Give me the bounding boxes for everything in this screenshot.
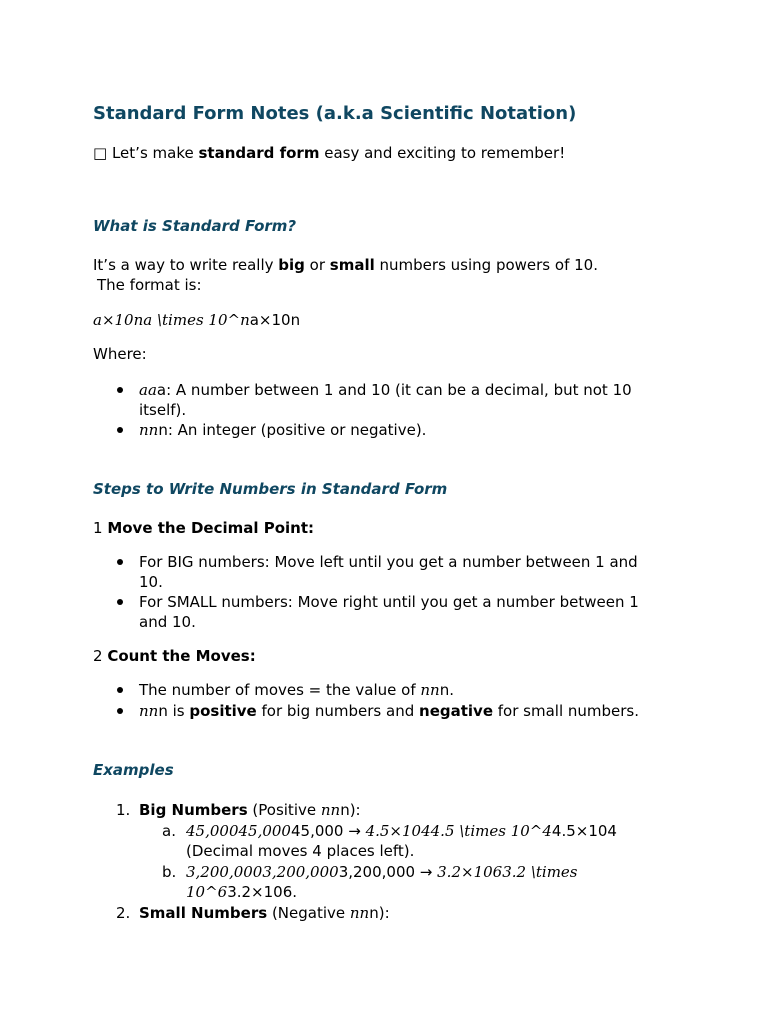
section-heading-what-is: What is Standard Form? <box>93 217 297 235</box>
text: (Negative <box>267 904 350 922</box>
example-label: Small Numbers <box>139 904 268 922</box>
text: n is <box>158 702 190 720</box>
text: n. <box>439 681 454 699</box>
formula-latex: a×10na \times 10^n <box>93 311 250 329</box>
bullet-icon <box>117 708 123 714</box>
bullet-icon <box>117 599 123 605</box>
example1a-note: (Decimal moves 4 places left). <box>186 842 415 860</box>
intro-bold: standard form <box>198 144 320 162</box>
example2-number: 2. <box>116 904 131 922</box>
bullet-icon <box>117 559 123 565</box>
math-latex: 10^6 <box>186 883 228 901</box>
example-label: Big Numbers <box>139 801 248 819</box>
page-title: Standard Form Notes (a.k.a Scientific Notation) <box>93 103 577 124</box>
text: (Positive <box>247 801 321 819</box>
text: for big numbers and <box>256 702 420 720</box>
example1-line <box>139 800 361 820</box>
text: 3.2×106. <box>227 883 298 901</box>
text: 3,200,000 → <box>338 863 438 881</box>
list-item-text: n: An integer (positive or negative). <box>158 421 427 439</box>
math-latex: 3.2×1063.2 \times <box>437 863 578 881</box>
text: The number of moves = the value of <box>139 681 421 699</box>
section-heading-examples: Examples <box>93 761 174 779</box>
example1a-line <box>186 821 617 841</box>
text: It’s a way to write really <box>93 256 279 274</box>
step-number: 2 <box>93 647 108 665</box>
list-item-n <box>139 420 426 440</box>
formula-plain: a×10n <box>249 311 301 329</box>
intro-text-post: easy and exciting to remember! <box>319 144 566 162</box>
text: for small numbers. <box>493 702 640 720</box>
example1b-line <box>186 862 578 882</box>
text: n): <box>340 801 361 819</box>
formula-line <box>93 310 300 330</box>
bullet-icon <box>117 687 123 693</box>
text: 45,000 → <box>290 822 366 840</box>
bold-positive: positive <box>189 702 257 720</box>
section-heading-steps: Steps to Write Numbers in Standard Form <box>93 480 448 498</box>
sec1-line2: The format is: <box>97 276 202 294</box>
math-latex: 45,00045,000 <box>186 822 291 840</box>
var-n: nn <box>420 681 440 699</box>
var-n: nn <box>320 801 341 819</box>
intro-text-pre: Let’s make <box>111 144 199 162</box>
step2-bullet-2 <box>139 701 639 721</box>
bold-negative: negative <box>419 702 493 720</box>
placeholder-glyph-icon: □ <box>93 144 108 162</box>
step-number: 1 <box>93 519 108 537</box>
example1b-letter: b. <box>162 863 177 881</box>
text: 4.5×104 <box>551 822 617 840</box>
intro-line <box>93 143 565 163</box>
var-n: nn <box>139 421 159 439</box>
step2-bullet-1 <box>139 680 454 700</box>
var-a: aa <box>139 381 157 399</box>
step2-line <box>93 646 256 666</box>
var-n: nn <box>139 702 159 720</box>
var-n: nn <box>349 904 370 922</box>
where-label: Where: <box>93 345 147 363</box>
bullet-icon <box>117 427 123 433</box>
step1-bullet-small: For SMALL numbers: Move right until you get a number between 1 <box>139 593 639 611</box>
example1b-line2 <box>186 882 297 902</box>
text: or <box>304 256 330 274</box>
step1-bullet-big: For BIG numbers: Move left until you get a number between 1 and <box>139 553 638 571</box>
step-label: Count the Moves: <box>107 647 256 665</box>
step1-bullet-small-cont: and 10. <box>139 613 196 631</box>
bullet-icon <box>117 387 123 393</box>
list-item-a-cont: itself). <box>139 401 187 419</box>
text: numbers using powers of 10. <box>374 256 598 274</box>
math-latex: 3,200,0003,200,000 <box>186 863 339 881</box>
example1-number: 1. <box>116 801 131 819</box>
text: n): <box>369 904 390 922</box>
math-latex: 4.5×1044.5 \times 10^4 <box>365 822 552 840</box>
example2-line <box>139 903 390 923</box>
sec1-line1 <box>93 255 598 275</box>
example1a-letter: a. <box>162 822 176 840</box>
step1-bullet-big-cont: 10. <box>139 573 163 591</box>
bold-small: small <box>329 256 375 274</box>
list-item-a <box>139 380 632 400</box>
bold-big: big <box>278 256 305 274</box>
step1-line <box>93 518 314 538</box>
step-label: Move the Decimal Point: <box>107 519 315 537</box>
list-item-text: a: A number between 1 and 10 (it can be a decimal, but not 10 <box>156 381 632 399</box>
